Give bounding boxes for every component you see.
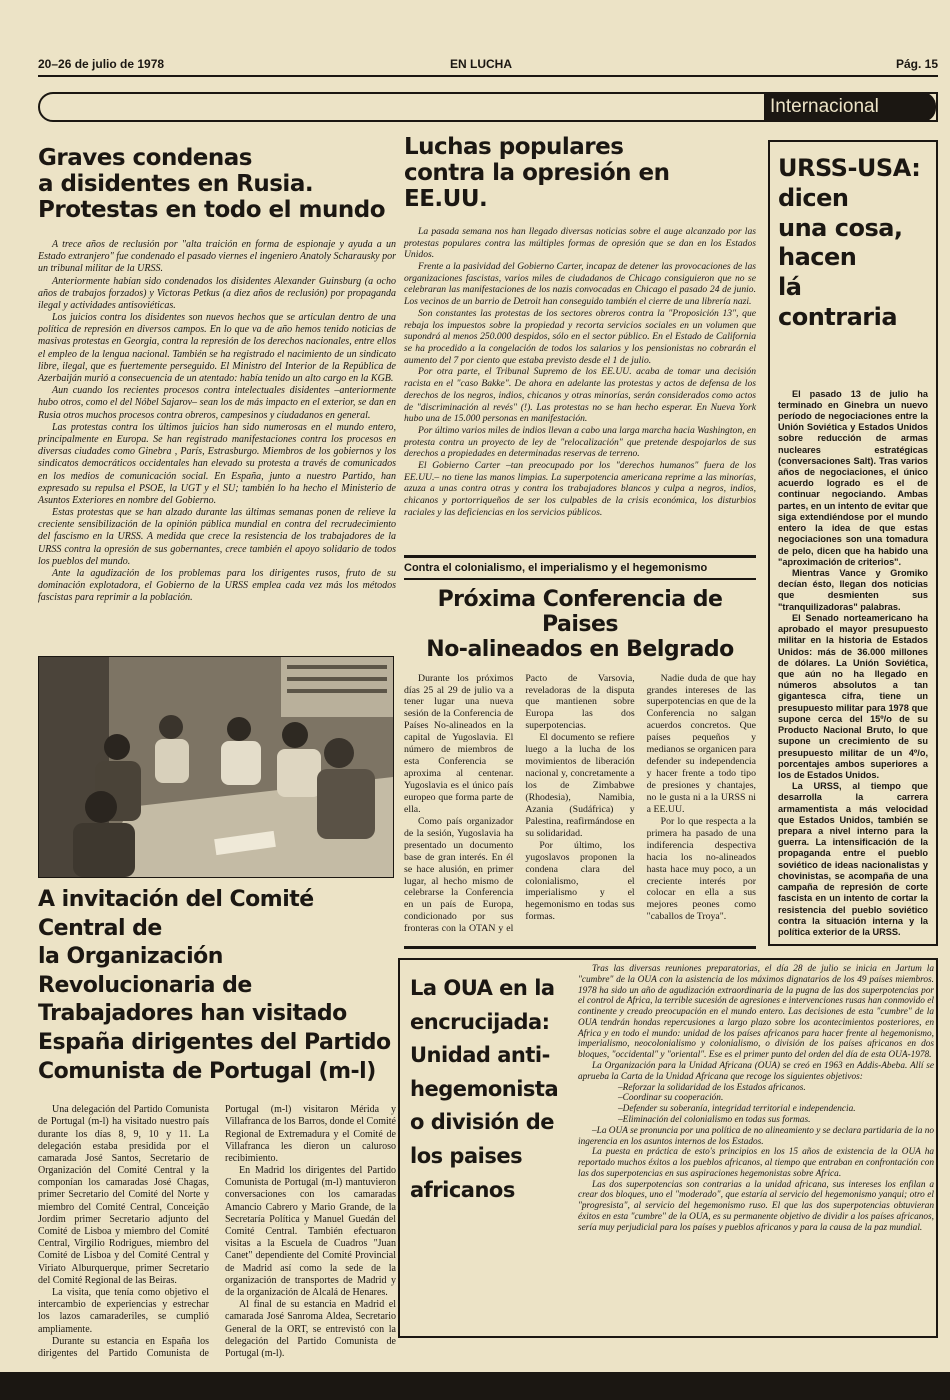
paragraph: Por lo que respecta a la primera ha pasado de una indiferencia despectiva hacia los no-alineados hasta hace muy poco, a un creciente interés por colocar en ella a sus mejores peones como "caballos de Troya". bbox=[646, 815, 756, 923]
section-banner bbox=[38, 92, 938, 122]
paragraph: Al final de su estancia en Madrid el camarada José Sanroma Aldea, Secretario General de la ORT, se entrevistó con la delegación del Partido Comunista de Portugal (m-l). bbox=[225, 1299, 396, 1359]
headline-condenas: Graves condenas a disidentes en Rusia. Protestas en todo el mundo bbox=[38, 145, 386, 223]
paragraph: La puesta en práctica de esto's principios en los 15 años de existencia de la OUA ha reportado muchos éxitos a los pueblos africanos, al tiempo que entraban en confrontación con las dos superpotencias en sus aspiraciones hegemonistas sobre Africa. bbox=[578, 1147, 934, 1179]
body-comite bbox=[38, 1104, 396, 1360]
paragraph: Estas protestas que se han alzado durante las últimas semanas ponen de relieve la creciente sensibilización de la opinión pública mundial en contra del recrudecimiento del fascismo en la URSS. A medida que crece la resistencia de los trabajadores de la URSS contra la opresión de sus gobernantes, crece también el apoyo solidario de todos los pueblos del mundo. bbox=[38, 507, 396, 567]
paragraph: Como país organizador de la sesión, Yugoslavia ha presentado un documento base de gran interés. En él se hace alusión, en primer lugar, al hecho mismo de celebrarse la Conferencia en un país de Europa, condicionado por sus fronteras con la OTAN y el Pacto de Varsovia, reveladoras de la disputa que mantienen sobre Europa las dos superpotencias. bbox=[404, 672, 635, 935]
paragraph: –La OUA se pronuncia por una política de no alineamiento y se declara partidaria de la no ingerencia en los asuntos internos de los Estados. bbox=[578, 1125, 934, 1147]
section-label: Internacional bbox=[764, 92, 936, 122]
paragraph: Las dos superpotencias son contrarias a la unidad africana, sus intereses los enfilan a crear dos bloques, uno el "moderado", que estaría al servicio del hegemonismo yanqui; otro el "progresista", al servicio del hegemonismo ruso. El que las dos superpotencias obtuvieran éxitos en esta "cumbre" de la OUA, es su permanente objetivo de dividir a los países africanos, sería muy perjudicial para los países y pueblos africanos y para la causa de la paz mundial. bbox=[578, 1179, 934, 1233]
paragraph: Son constantes las protestas de los sectores obreros contra la "Proposición 13", que rebaja los impuestos sobre la propiedad y recorta servicios sociales en un volumen que supondrá al menos 250.000 despidos, sólo en el sector público. En el Estado de California se ha procedido a la congelación de todos los salarios y los pensionistas no cobrarán el aumento del 7 por ciento que estaba previsto desde el 1 de julio. bbox=[404, 307, 756, 366]
paragraph: Aun cuando los recientes procesos contra intelectuales disidentes –anteriormente hubo otros, como el del Nóbel Sajarov– sean los de más impacto en el exterior, se dan en Rusia otros muchos procesos contra obreros, campesinos y ciudadanos en general. bbox=[38, 385, 396, 421]
kicker-belgrado: Contra el colonialismo, el imperialismo y el hegemonismo bbox=[404, 562, 708, 574]
header-rule bbox=[38, 75, 938, 77]
paragraph: El pasado 13 de julio ha terminado en Ginebra un nuevo período de negociaciones entre la Unión Soviética y Estados Unidos sobre reducción de armas nucleares estratégicas (conversaciones Salt). Tras varios años de negociaciones, el único acuerdo logrado es el de continuar negociando. Ambas partes, en un intento de evitar que siga extendiéndose por el mundo entero la idea de que estas negociaciones son una tomadura de pelo, dicen que ha habido una "aproximación de criterios". bbox=[778, 388, 928, 567]
paragraph: Por último varios miles de indios llevan a cabo una larga marcha hacia Washington, en protesta contra un proyecto de ley de "relocalización" que pretende despojarlos de sus derechos a propiedades en determinadas reservas de terreno. bbox=[404, 424, 756, 460]
paragraph: Por último, los yugoslavos proponen la condena clara del colonialismo, el imperialismo y el hegemonismo en todas sus formas. bbox=[525, 839, 635, 923]
headline-comite: A invitación del Comité Central de la Organización Revolucionaria de Trabajadores han visitado España dirigentes del Partido Comunista de Portugal (m-l) bbox=[38, 887, 391, 1084]
body-luchas bbox=[404, 226, 756, 519]
paragraph: Nadie duda de que hay grandes intereses de las superpotencias en que de la Conferencia no salgan acuerdos concretos. Que países pequeños y medianos se organicen para defender su independencia y hacer frente a todo tipo de presiones y chantajes, no le gusta ni a la URSS ni a EE.UU. bbox=[646, 672, 756, 815]
headline-urss-usa: URSS-USA: dicen una cosa, hacen lá contraria bbox=[778, 154, 921, 331]
paragraph: Las protestas contra los últimos juicios han sido numerosas en el mundo entero, principalmente en Europa. Se han registrado manifestaciones contra los procesos en diversas ciudades como Ginebra , París, Estrasburgo. Miembros de los gobiernos y los sindicatos democráticos occidentales han elevado su protesta a través de comunicados en los medios de comunicación social. En España, junto a nuestro Partido, han expresado su repulsa el PSOE, la UGT y el SU; también lo ha hecho el Ministerio de Asuntos Exteriores en nombre del Gobierno. bbox=[38, 421, 396, 506]
article-urss-usa bbox=[768, 140, 938, 946]
paragraph: El Senado norteamericano ha aprobado el mayor presupuesto militar en la historia de Estados Unidos: más de 36.000 millones de dólares. La Unión Soviética, que aún no ha llegado en números absolutos a tan gigantesca cifra, tiene un presupuesto militar para 1978 que supone cerca del 15º/o de su Producto Nacional Bruto, lo que supone un crecimiento de su presupuesto militar de un 4º/o, porcentajes ambos superiores a los de Estados Unidos. bbox=[778, 612, 928, 780]
paragraph: Ante la agudización de los problemas para los dirigentes rusos, fruto de su dominación explotadora, el Gobierno de la URSS emplea cada vez más los métodos fascistas para reprimir a la población. bbox=[38, 568, 396, 604]
article-luchas bbox=[404, 134, 756, 519]
headline-luchas: Luchas populares contra la opresión en EE.UU. bbox=[404, 134, 670, 212]
meeting-photo bbox=[38, 656, 394, 878]
article-belgrado bbox=[404, 562, 756, 935]
objective-item: –Reforzar la solidaridad de los Estados africanos. bbox=[618, 1082, 806, 1093]
scan-edge bbox=[0, 1372, 950, 1400]
paragraph: El documento se refiere luego a la lucha de los movimientos de liberación nacional y, concretamente a los de Zimbabwe (Rhodesia), Namibia, Azania (Sudáfrica) y Palestina, reafirmándose en su solidaridad. bbox=[525, 732, 635, 839]
body-condenas bbox=[38, 239, 396, 605]
paragraph: La Organización para la Unidad Africana (OUA) se creó en 1963 en Addis-Abeba. Allí se aprueba la Carta de la Unidad Africana que recoge los siguientes objetivos: bbox=[578, 1061, 934, 1082]
section-rule bbox=[404, 555, 756, 558]
photo-illustration bbox=[39, 657, 393, 877]
body-urss-usa bbox=[778, 389, 928, 939]
paragraph: Durante los próximos días 25 al 29 de julio va a tener lugar una nueva sesión de la Conferencia de Países No-alineados en la capital de Yugoslavia. El número de miembros de esta Conferencia se aproxima al centenar. Yugoslavia es el único país europeo que forma parte de ella. bbox=[404, 672, 514, 815]
paragraph: Durante su estancia en España los dirigentes del Partido Comunista de Portugal (m-l) visitaron Mérida y Villafranca de los Barros, donde el Comité Regional de Extremadura y el Comité de Villafranca les dieron un caluroso recibimiento. bbox=[38, 1104, 396, 1359]
article-oua bbox=[398, 958, 938, 1338]
paragraph: Una delegación del Partido Comunista de Portugal (m-l) ha visitado nuestro país durante los días 8, 9, 10 y 11. La delegación estaba presidida por el camarada José Santos, Secretario de Organización del Comité Central y la componían los camaradas José Chagas, primer Secretario del Comité del Norte y miembro del Comité Central, Conceição Jordim primer Secretario adjunto del Comité de Lisboa y miembro del Comité Central, Virgilio Rodrigues, miembro del Comité de Lisboa y del Comité Central y Viriato Alburquerque, primer Secretario del Comité Regional de las Beiras. bbox=[38, 1104, 209, 1286]
body-belgrado bbox=[404, 673, 756, 936]
kicker-rule bbox=[404, 578, 756, 580]
headline-oua: La OUA en la encrucijada: Unidad anti- hegemonista o división de los paises africanos bbox=[410, 976, 559, 1202]
paragraph: Anteriormente habían sido condenados los disidentes Alexander Guinsburg (a ocho años de trabajos forzados) y Victoras Petkus (a diez años de reclusión) por propaganda ilegal y actividades antisoviéticas. bbox=[38, 275, 396, 311]
objective-item: –Defender su soberanía, integridad territorial e independencia. bbox=[618, 1104, 856, 1115]
paragraph: El Gobierno Carter –tan preocupado por los "derechos humanos" fuera de los EE.UU.– no tiene las manos limpias. La superpotencia americana reprime a las minorías, azuza a unas contra otras y contra los trabajadores blancos y culpa a negros, indios, chicanos y portorriqueños de ser los culpables de la crisis económica, los disturbios raciales y las deficiencias en los servicios públicos. bbox=[404, 460, 756, 518]
paragraph: Tras las diversas reuniones preparatorias, el día 28 de julio se inicia en Jartum la "cumbre" de la OUA con la asistencia de los máximos dignatarios de los 49 países miembros. 1978 ha sido un año de agudización extraordinaria de la pugna de las dos superpotencias por el control de Africa, la terrible sucesión de agresiones e intervenciones rusas han conmovido el continente y creado preocupación en el mundo entero. Las decisiones de esta "cumbre" de la OUA tendrán hondas repercusiones a largo plazo sobre los acontecimientos posteriores, en Africa y en todo el mundo: unidad de los países africanos para hacer frente al hegemonismo, imperialismo, neocolonialismo y colonialismo, o división de los países africanos en dos bloques, "occidental" y "oriental". Ese es el primer punto del orden del día de esta OUA-1978. bbox=[578, 964, 934, 1061]
paragraph: La pasada semana nos han llegado diversas noticias sobre el auge alcanzado por las protestas populares contra las múltiples formas de opresión que se dan en los Estados Unidos. bbox=[404, 225, 756, 261]
article-condenas bbox=[38, 145, 396, 605]
paragraph: La visita, que tenía como objetivo el intercambio de experiencias y estrechar los lazos camaraderiles, se cumplió ampliamente. bbox=[38, 1286, 209, 1335]
headline-belgrado: Próxima Conferencia de Paises No-alineados en Belgrado bbox=[426, 587, 734, 662]
newspaper-name: EN LUCHA bbox=[450, 57, 512, 71]
article-comite bbox=[38, 886, 396, 1360]
paragraph: Frente a la pasividad del Gobierno Carter, incapaz de detener las provocaciones de las organizaciones fascistas, varios miles de ciudadanos de Chicago consiguieron que no se celebraran las manifestaciones de los nazis convocadas en Chicago el pasado 24 de junio. Los vecinos de un barrio de Detroit han conseguido también el cierre de una librería nazi. bbox=[404, 261, 756, 308]
paragraph: A trece años de reclusión por "alta traición en forma de espionaje y ayuda a un Estado extranjero" fue condenado el pasado viernes el ingeniero Anatoly Scharausky por un tribunal militar de la URSS. bbox=[38, 238, 396, 275]
page-number: Pág. 15 bbox=[896, 57, 939, 71]
body-oua bbox=[578, 964, 934, 1234]
paragraph: Mientras Vance y Gromiko decían ésto, llegan dos noticias que desmienten sus "tranquilizadoras" palabras. bbox=[778, 568, 928, 612]
paragraph: Por otra parte, el Tribunal Supremo de los EE.UU. acaba de tomar una decisión racista en el "caso Bakke". De ahora en adelante las protestas y actos de defensa de los derechos de los negros, indios, chicanos y otras minorías, serán considerados como actos de "discriminación al revés" (!). Las protestas no se han hecho esperar. En Nueva York hubo una de 15.000 personas en manifestación. bbox=[404, 366, 756, 425]
objective-item: –Coordinar su cooperación. bbox=[618, 1093, 724, 1104]
issue-date: 20–26 de julio de 1978 bbox=[38, 57, 165, 71]
paragraph: Los juicios contra los disidentes son nuevos hechos que se articulan dentro de una política de represión en diversos campos. En lo que va de año hemos tenido noticias de masivas protestas en Georgia, contra la represión de los derechos nacionales, entre ellos el empleo de la lengua nacional. También se ha registrado el nacimiento de un sindicato libre, ilegal, que es fuertemente perseguido. El Ministro del Interior de la República de Azerbaiján murió a consecuencia de un atentado: había tenido un alto cargo en la KGB. bbox=[38, 312, 396, 385]
section-rule bbox=[404, 946, 756, 949]
objective-item: –Eliminación del colonialismo en todas sus formas. bbox=[618, 1114, 811, 1125]
paragraph: En Madrid los dirigentes del Partido Comunista de Portugal (m-l) mantuvieron conversaciones con los camaradas Amancio Cabrero y Mario Grande, de la Secretaría Política y Manuel Guedán del Comité Central. También efectuaron visitas a la Escuela de Cuadros "Juan Canet" dependiente del Comité Provincial de Madrid así como la sede de la organización de transportes de Madrid y de la organización de Alcalá de Henares. bbox=[225, 1165, 396, 1298]
paragraph: La URSS, al tiempo que desarrolla la carrera armamentista a más velocidad que Estados Unidos, también se prepara a nivel interno para la guerra. La intensificación de la propaganda entre el pueblo soviético de ideas nacionalistas y chovinistas, se acompaña de una campaña de represión de corte fascista en un intento de cortar la resistencia del pueblo soviético contra la situación interna y la política exterior de la URSS. bbox=[778, 781, 928, 937]
